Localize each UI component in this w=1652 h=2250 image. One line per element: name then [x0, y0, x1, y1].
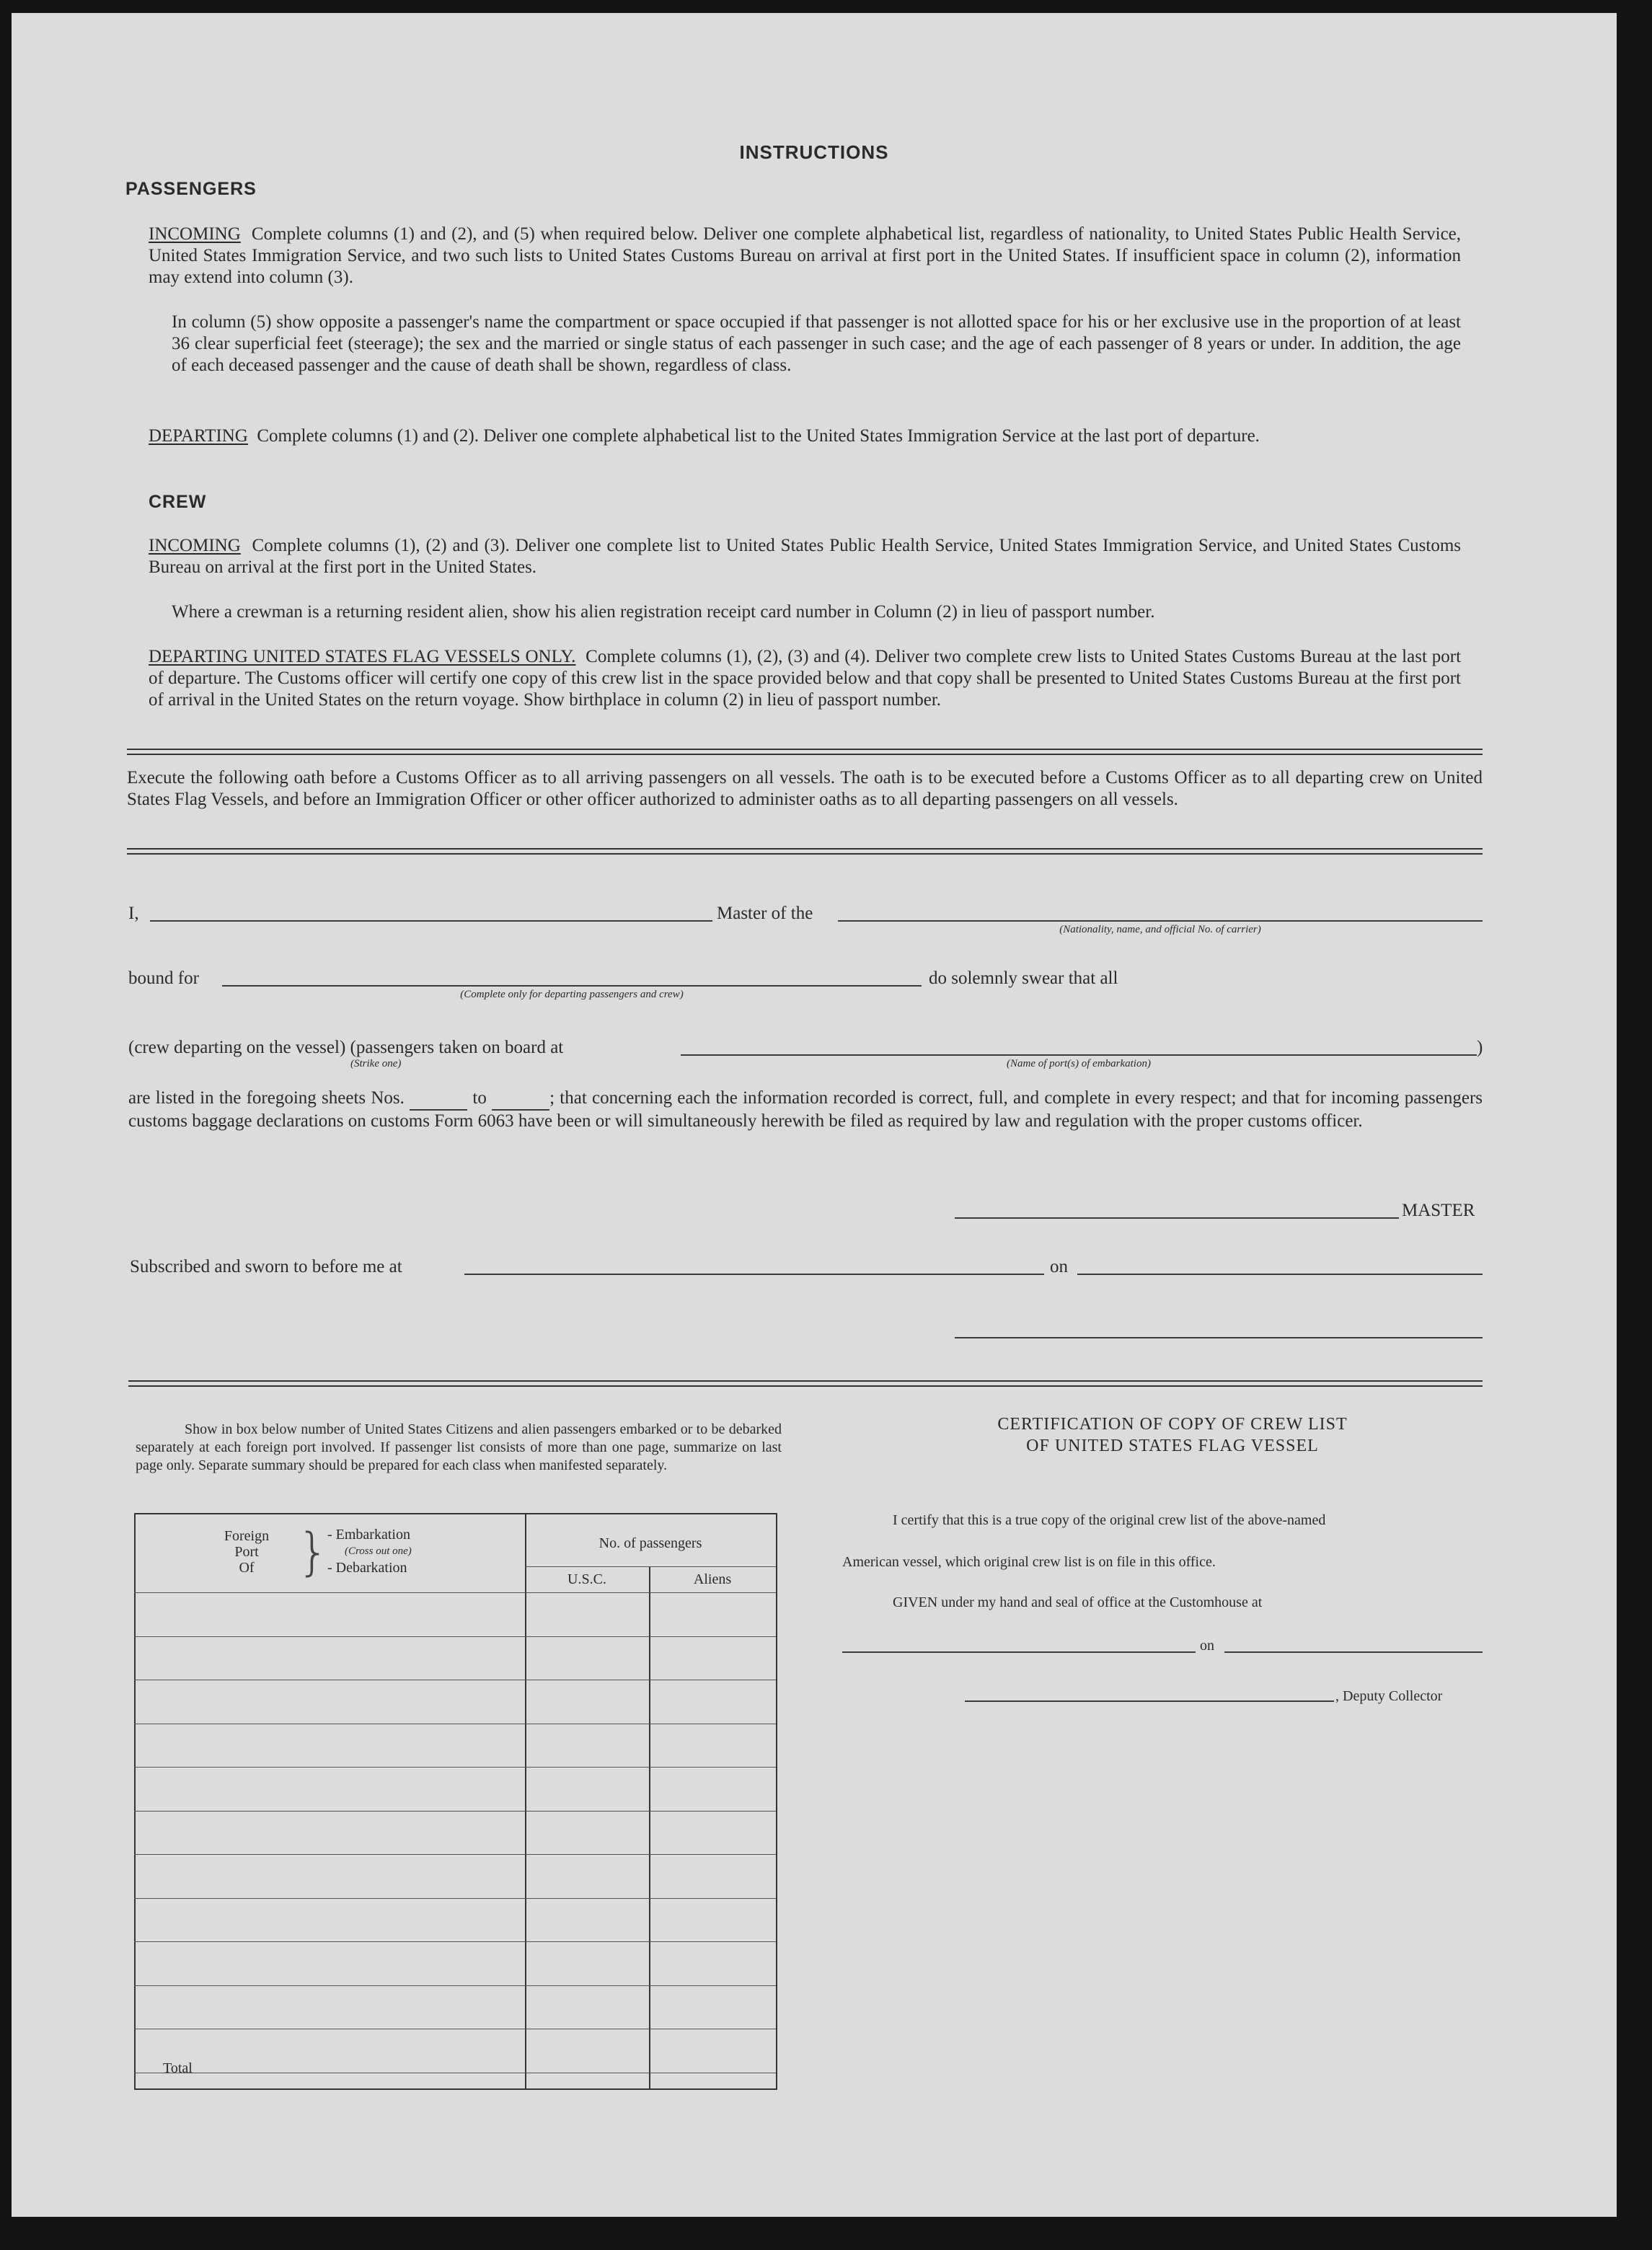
crew-departing-text: Complete columns (1), (2), (3) and (4). Deliver two complete crew lists to United States Customs Bureau at the last port of departure. The Customs officer will certify one copy of this crew list in the space provided below and that copy shall be presented to United States Customs Bureau at the first port of arrival in the United States on the return voyage. Show birthplace in column (2) in lieu of passport number.	[149, 647, 1462, 710]
officer-signature-field[interactable]	[955, 1337, 1483, 1338]
deputy-collector-label: , Deputy Collector	[1335, 1688, 1443, 1704]
certify-text: I certify that this is a true copy of the original crew list of the above-named	[893, 1512, 1326, 1528]
table-row-line	[134, 1941, 776, 1942]
table-row-line	[134, 1811, 776, 1812]
carrier-field[interactable]	[838, 920, 1483, 922]
listed-rest: ; that concerning each the information recorded is correct, full, and complete in every respect; and that for incoming passengers customs baggage declarations on customs Form 6063 have been or will simultaneously herewith be filed as required by law and regulation with the proper customs officer.	[128, 1088, 1483, 1131]
passenger-summary-table	[134, 1513, 777, 2090]
passengers-incoming-paragraph	[149, 224, 1461, 288]
crew-incoming-text: Complete columns (1), (2) and (3). Deliver one complete list to United States Public Health Service, United States Immigration Service, and United States Customs Bureau on arrival at the first port in the United States.	[149, 536, 1462, 577]
listed-paragraph	[128, 1088, 1483, 1132]
divider-3	[128, 1380, 1483, 1387]
passengers-departing-paragraph	[149, 425, 1461, 447]
carrier-caption: (Nationality, name, and official No. of carrier)	[1059, 924, 1261, 935]
page-title: INSTRUCTIONS	[739, 141, 889, 163]
divider-1	[127, 749, 1483, 755]
master-label: MASTER	[1402, 1201, 1475, 1220]
certification-title-2: OF UNITED STATES FLAG VESSEL	[1026, 1437, 1319, 1455]
debarkation-label: - Debarkation	[327, 1560, 407, 1576]
crew-heading: CREW	[149, 492, 207, 512]
crew-passengers-label: (crew departing on the vessel) (passengers taken on board at	[128, 1038, 564, 1057]
passengers-incoming-label: INCOMING	[149, 224, 241, 244]
bound-for-caption: (Complete only for departing passengers and crew)	[460, 989, 684, 1000]
crew-incoming-paragraph	[149, 535, 1461, 578]
sheet-from-field[interactable]	[410, 1088, 467, 1111]
table-line-passengers	[525, 1566, 776, 1567]
crew-departing-label: DEPARTING UNITED STATES FLAG VESSELS ONLY.	[149, 647, 576, 666]
listed-prefix: are listed in the foregoing sheets Nos.	[128, 1088, 405, 1108]
passengers-column5-paragraph: In column (5) show opposite a passenger's name the compartment or space occupied if that passenger is not allotted space for his or her exclusive use in the proportion of at least 36 clear superficial feet (steerage); the sex and the married or single status of each passenger in such case; and the age of each passenger of 8 years or under. In addition, the age of each deceased passenger and the cause of death shall be shown, regardless of class.	[172, 312, 1461, 375]
divider-2	[127, 848, 1483, 855]
table-row-line	[134, 1898, 776, 1899]
table-divider-usc	[649, 1566, 650, 2088]
col-of: Of	[239, 1560, 255, 1576]
deputy-signature-field[interactable]	[965, 1700, 1334, 1702]
cert-date-field[interactable]	[1224, 1651, 1483, 1653]
table-divider-port	[525, 1513, 526, 2088]
table-header-bottom	[134, 1592, 776, 1593]
table-row-line	[134, 1767, 776, 1768]
bound-for-field[interactable]	[222, 985, 922, 987]
oath-i-label: I,	[128, 904, 139, 923]
form-sheet	[12, 13, 1617, 2217]
passengers-departing-label: DEPARTING	[149, 426, 248, 446]
master-name-field[interactable]	[150, 920, 712, 922]
given-text: GIVEN under my hand and seal of office at the Customhouse at	[893, 1594, 1263, 1610]
col-usc: U.S.C.	[567, 1571, 606, 1587]
crew-incoming-label: INCOMING	[149, 536, 241, 555]
passengers-departing-text: Complete columns (1) and (2). Deliver one complete alphabetical list to the United States Immigration Service at the last port of departure.	[257, 426, 1260, 446]
customhouse-field[interactable]	[842, 1651, 1196, 1653]
cert-on-label: on	[1200, 1638, 1214, 1654]
brace-icon: }	[297, 1522, 330, 1581]
table-row-line	[134, 1636, 776, 1637]
table-row-line	[134, 1854, 776, 1855]
swear-label: do solemnly swear that all	[929, 969, 1118, 988]
strike-caption: (Strike one)	[350, 1058, 402, 1069]
sworn-location-field[interactable]	[464, 1274, 1044, 1275]
passengers-incoming-text: Complete columns (1) and (2), and (5) when required below. Deliver one complete alphabetical list, regardless of nationality, to United States Public Health Service, United States Immigration Service, and two such lists to United States Customs Bureau on arrival at first port in the United States. If insufficient space in column (2), information may extend into column (3).	[149, 224, 1462, 287]
sworn-date-field[interactable]	[1077, 1274, 1483, 1275]
sheet-to-field[interactable]	[492, 1088, 549, 1111]
total-label: Total	[163, 2060, 193, 2076]
master-signature-field[interactable]	[955, 1217, 1399, 1219]
col-port: Port	[234, 1544, 259, 1560]
subscribed-label: Subscribed and sworn to before me at	[130, 1257, 402, 1276]
col-no-of-passengers: No. of passengers	[598, 1535, 702, 1551]
oath-intro-paragraph: Execute the following oath before a Customs Officer as to all arriving passengers on all vessels. The oath is to be executed before a Customs Officer as to all departing crew on United States Flag Vessels, and before an Immigration Officer or other officer authorized to administer oaths as to all departing passengers on all vessels.	[127, 768, 1483, 809]
sworn-on-label: on	[1050, 1257, 1068, 1276]
american-vessel-text: American vessel, which original crew list is on file in this office.	[842, 1554, 1216, 1570]
crew-departing-paragraph	[149, 646, 1461, 711]
cross-out-caption: (Cross out one)	[345, 1545, 412, 1557]
passengers-heading: PASSENGERS	[125, 179, 257, 199]
master-of-the-label: Master of the	[717, 904, 813, 923]
summary-intro: Show in box below number of United States Citizens and alien passengers embarked or to be debarked separately at each foreign port involved. If passenger list consists of more than one page, summarize on last page only. Separate summary should be prepared for each class when manifested separately.	[136, 1421, 782, 1473]
port-caption: (Name of port(s) of embarkation)	[1007, 1058, 1151, 1069]
bound-for-label: bound for	[128, 969, 199, 988]
certification-title-1: CERTIFICATION OF COPY OF CREW LIST	[997, 1415, 1348, 1434]
crew-resident-paragraph: Where a crewman is a returning resident alien, show his alien registration receipt card number in Column (2) in lieu of passport number.	[172, 602, 1155, 622]
table-row-line	[134, 1985, 776, 1986]
close-paren: )	[1477, 1038, 1483, 1057]
port-of-embarkation-field[interactable]	[681, 1054, 1477, 1056]
embarkation-label: - Embarkation	[327, 1527, 410, 1543]
to-label: to	[472, 1088, 487, 1108]
col-aliens: Aliens	[693, 1571, 732, 1587]
col-foreign: Foreign	[224, 1528, 270, 1544]
